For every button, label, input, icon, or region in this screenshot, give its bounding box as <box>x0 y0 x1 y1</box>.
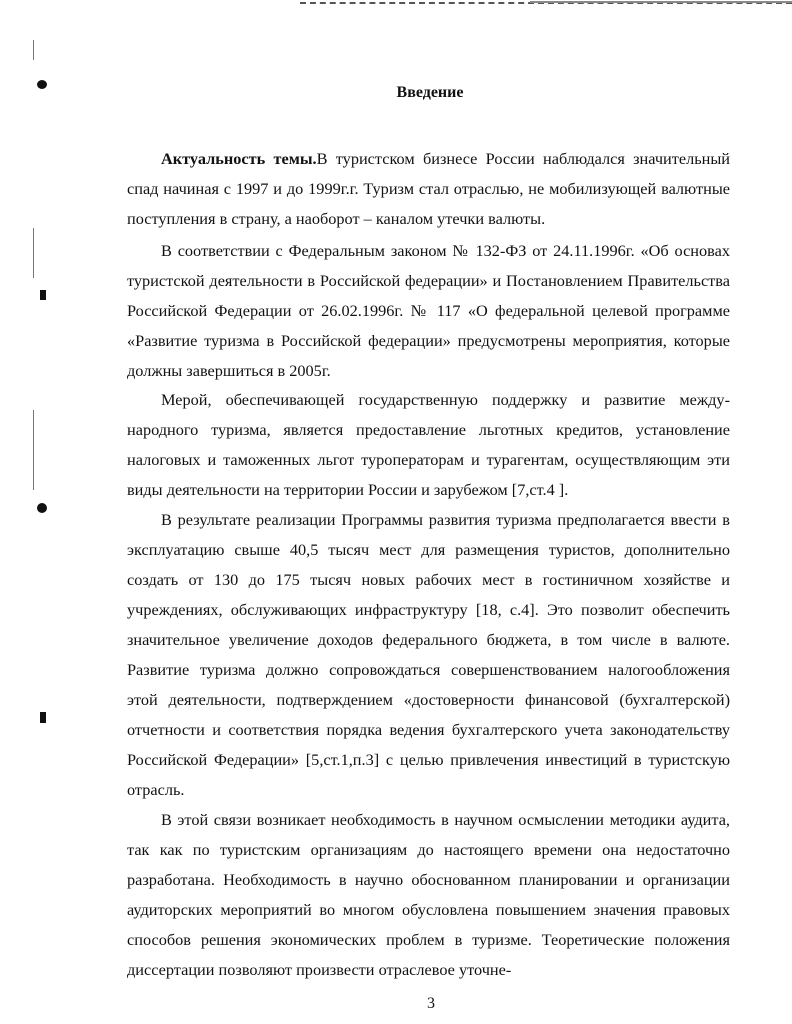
scan-artifact-margin-line <box>33 40 34 60</box>
binding-hole-mark <box>37 503 47 513</box>
paragraph: В соответствии с Федеральным законом № 132-ФЗ от 24.11.1996г. «Об основах туристской деятельности в Российской федерации» и Постановлением Правительства Российской Федерации от 26.02.1996г. № 117 «О федеральной целевой программе «Развитие туризма в Российской федерации» предусмотрены мероприятия, которые должны завершиться в 2005г. <box>127 241 730 381</box>
scan-artifact-margin-line <box>33 228 34 278</box>
page-number: 3 <box>427 995 435 1012</box>
paragraph: В этой связи возникает необходимость в научном осмыслении методики аудита, так как по туристским организациям до настоящего времени она недостаточно разработана. Необходимость в научно обоснованном планировании и организации аудиторских мероприятий во многом обусловлена повышением значения правовых способов решения экономических проблем в туризме. Теоретические положения диссертации позволяют произвести отраслевое уточне- <box>127 810 730 980</box>
paragraph: В результате реализации Программы развития туризма предполагается ввести в эксплуатацию свыше 40,5 тысяч мест для размещения туристов, дополнительно создать от 130 до 175 тысяч новых рабочих мест в гостиничном хозяйстве и учреждениях, обслуживающих инфраструктуру [18, с.4]. Это позволит обеспечить значительное увеличение доходов федерального бюджета, в том числе в валюте. Развитие туризма должно сопровождаться совершенствованием налогообложения этой деятельности, подтверждением «достоверности финансовой (бухгалтерской) отчетности и соответствия порядка ведения бухгалтерского учета законодательству Российской Федерации» [5,ст.1,п.3] с целью привлечения инвестиций в туристскую отрасль. <box>127 510 730 800</box>
section-heading: Введение <box>396 84 464 101</box>
scan-artifact-margin-line <box>33 410 34 490</box>
binding-hole-mark <box>40 712 46 723</box>
binding-hole-mark <box>40 290 46 300</box>
paragraph-text: В туристском бизнесе России наблюдался значительный спад начиная с 1997 и до 1999г.г. Туризм стал отраслью, не мобилизующей валютные поступления в страну, а наоборот – каналом утечки валюты. <box>127 149 730 229</box>
paragraph-relevance <box>127 144 730 234</box>
paragraph: Мерой, обеспечивающей государственную поддержку и развитие международного туризма, является предоставление льготных кредитов, установление налоговых и таможенных льгот туроператорам и турагентам, осуществляющим эти виды деятельности на территории России и зарубежом [7,ст.4 ]. <box>127 390 730 500</box>
scan-artifact-top-bar <box>530 1 792 3</box>
paragraph-lead: Актуальность темы. <box>161 149 317 169</box>
